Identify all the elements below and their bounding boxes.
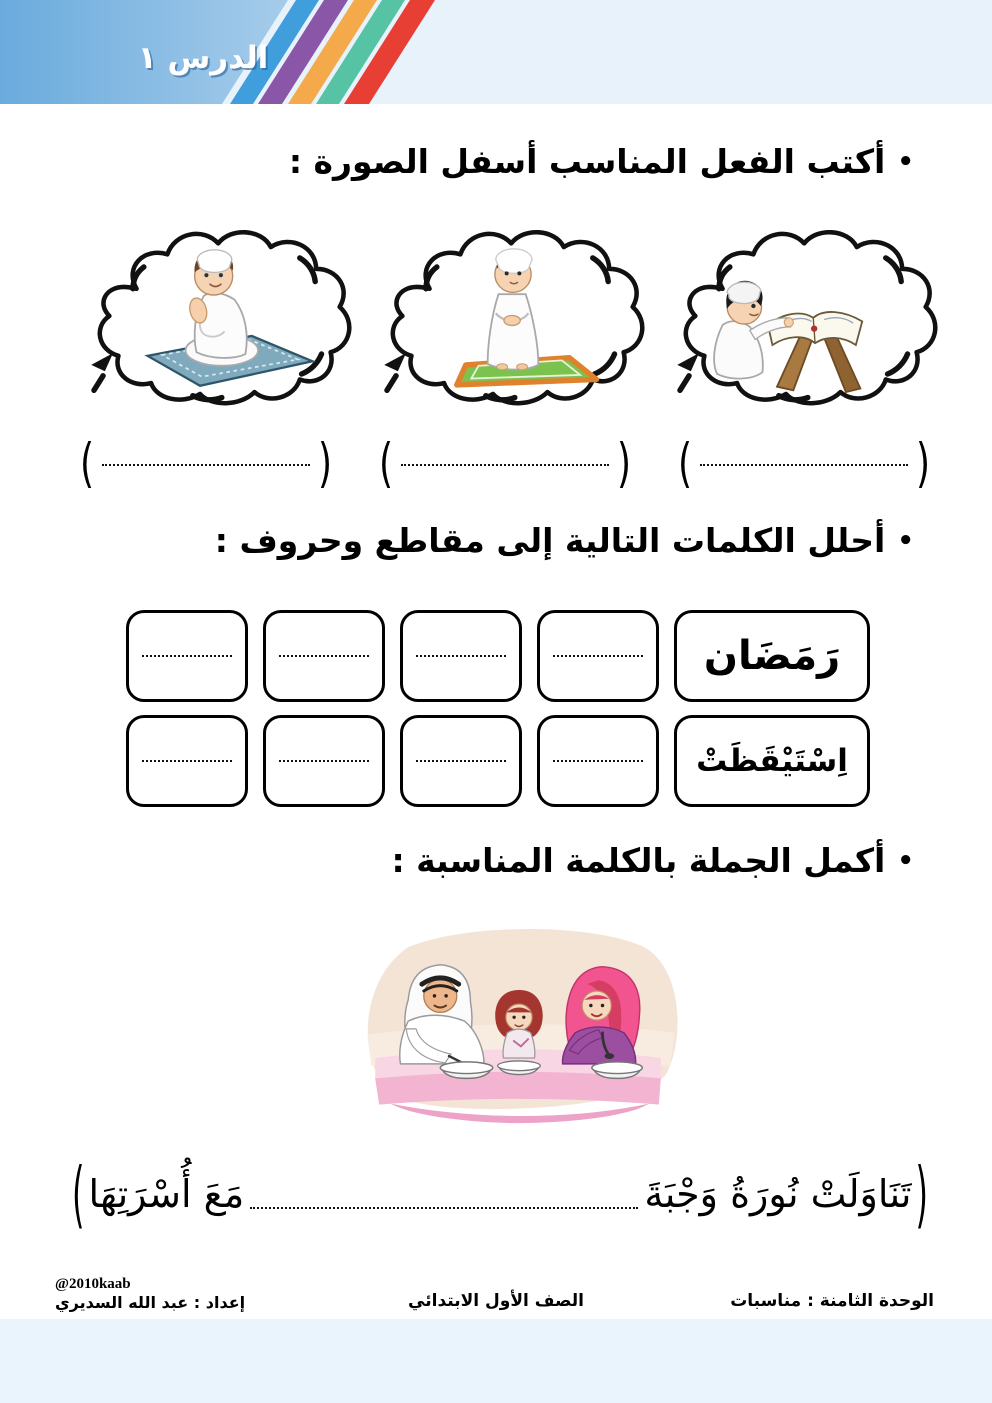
blank-dotted-line [553,655,643,657]
open-paren: ( [80,434,95,494]
answer-dotted-line[interactable] [700,464,908,466]
blank-box[interactable] [537,610,659,702]
unit-label: الوحدة الثامنة : مناسبات [730,1291,934,1311]
prepared-by: إعداد : عبد الله السديري [55,1293,246,1312]
close-paren: ) [915,1151,928,1237]
grade-label: الصف الأول الابتدائي [408,1291,584,1311]
open-paren: ( [678,434,693,494]
answer-dotted-line[interactable] [102,464,310,466]
open-paren: ( [72,1151,85,1237]
exercise1-pictures-row [84,218,942,413]
bubble-tail-icon [384,353,406,390]
blank-box[interactable] [263,715,385,807]
exercise2-title-row [215,521,914,560]
blank-dotted-line [142,760,232,762]
blank-dotted-line [279,655,369,657]
thought-bubble-boy-reading-quran [670,218,942,413]
mother-figure [563,967,643,1079]
exercise3-title-row [391,841,914,880]
exercise3-title: أكمل الجملة بالكلمة المناسبة : [391,841,886,880]
close-paren: ) [915,434,930,494]
blank-box[interactable] [400,610,522,702]
word-row-istayqazat [126,715,870,807]
open-paren: ( [379,434,394,494]
sentence-part-with-family: مَعَ أُسْرَتِهَا [88,1172,245,1216]
blank-dotted-line [553,760,643,762]
answer-slot-1[interactable] [80,436,332,494]
completion-sentence [72,1146,928,1242]
answer-slot-2[interactable] [379,436,631,494]
bullet-icon: • [897,525,914,556]
blank-box[interactable] [400,715,522,807]
blank-dotted-line [279,760,369,762]
bullet-icon: • [897,146,914,177]
word-box: رَمَضَان [674,610,870,702]
thought-bubble-boy-standing-prayer [377,218,649,413]
answer-slot-3[interactable] [678,436,930,494]
exercise2-title: أحلل الكلمات التالية إلى مقاطع وحروف : [214,521,886,560]
bottom-blue-band [0,1319,992,1403]
author-handle: @2010kaab [55,1276,131,1292]
close-paren: ) [317,434,332,494]
exercise1-answers-row [80,436,930,494]
blank-dotted-line [142,655,232,657]
bubble-tail-icon [91,353,113,390]
blank-box[interactable] [126,610,248,702]
word-box: اِسْتَيْقَظَتْ [674,715,870,807]
sentence-blank-dotted-line[interactable] [250,1207,638,1209]
blank-dotted-line [416,760,506,762]
bubble-tail-icon [677,353,699,390]
lesson-title: الدرس ١ [137,40,269,76]
word-row-ramadan [126,610,870,702]
blank-box[interactable] [537,715,659,807]
thought-bubble-boy-dua [84,218,356,413]
blank-dotted-line [416,655,506,657]
blank-box[interactable] [126,715,248,807]
exercise1-title: أكتب الفعل المناسب أسفل الصورة : [288,142,886,181]
exercise1-title-row [289,142,914,181]
bullet-icon: • [897,845,914,876]
close-paren: ) [616,434,631,494]
family-meal-illustration [348,920,688,1129]
blank-box[interactable] [263,610,385,702]
syllable-analysis-grid [126,610,870,820]
header-banner [0,0,992,104]
sentence-part-noura-had-meal: تَنَاوَلَتْ نُورَةُ وَجْبَةَ [644,1172,912,1216]
answer-dotted-line[interactable] [401,464,609,466]
